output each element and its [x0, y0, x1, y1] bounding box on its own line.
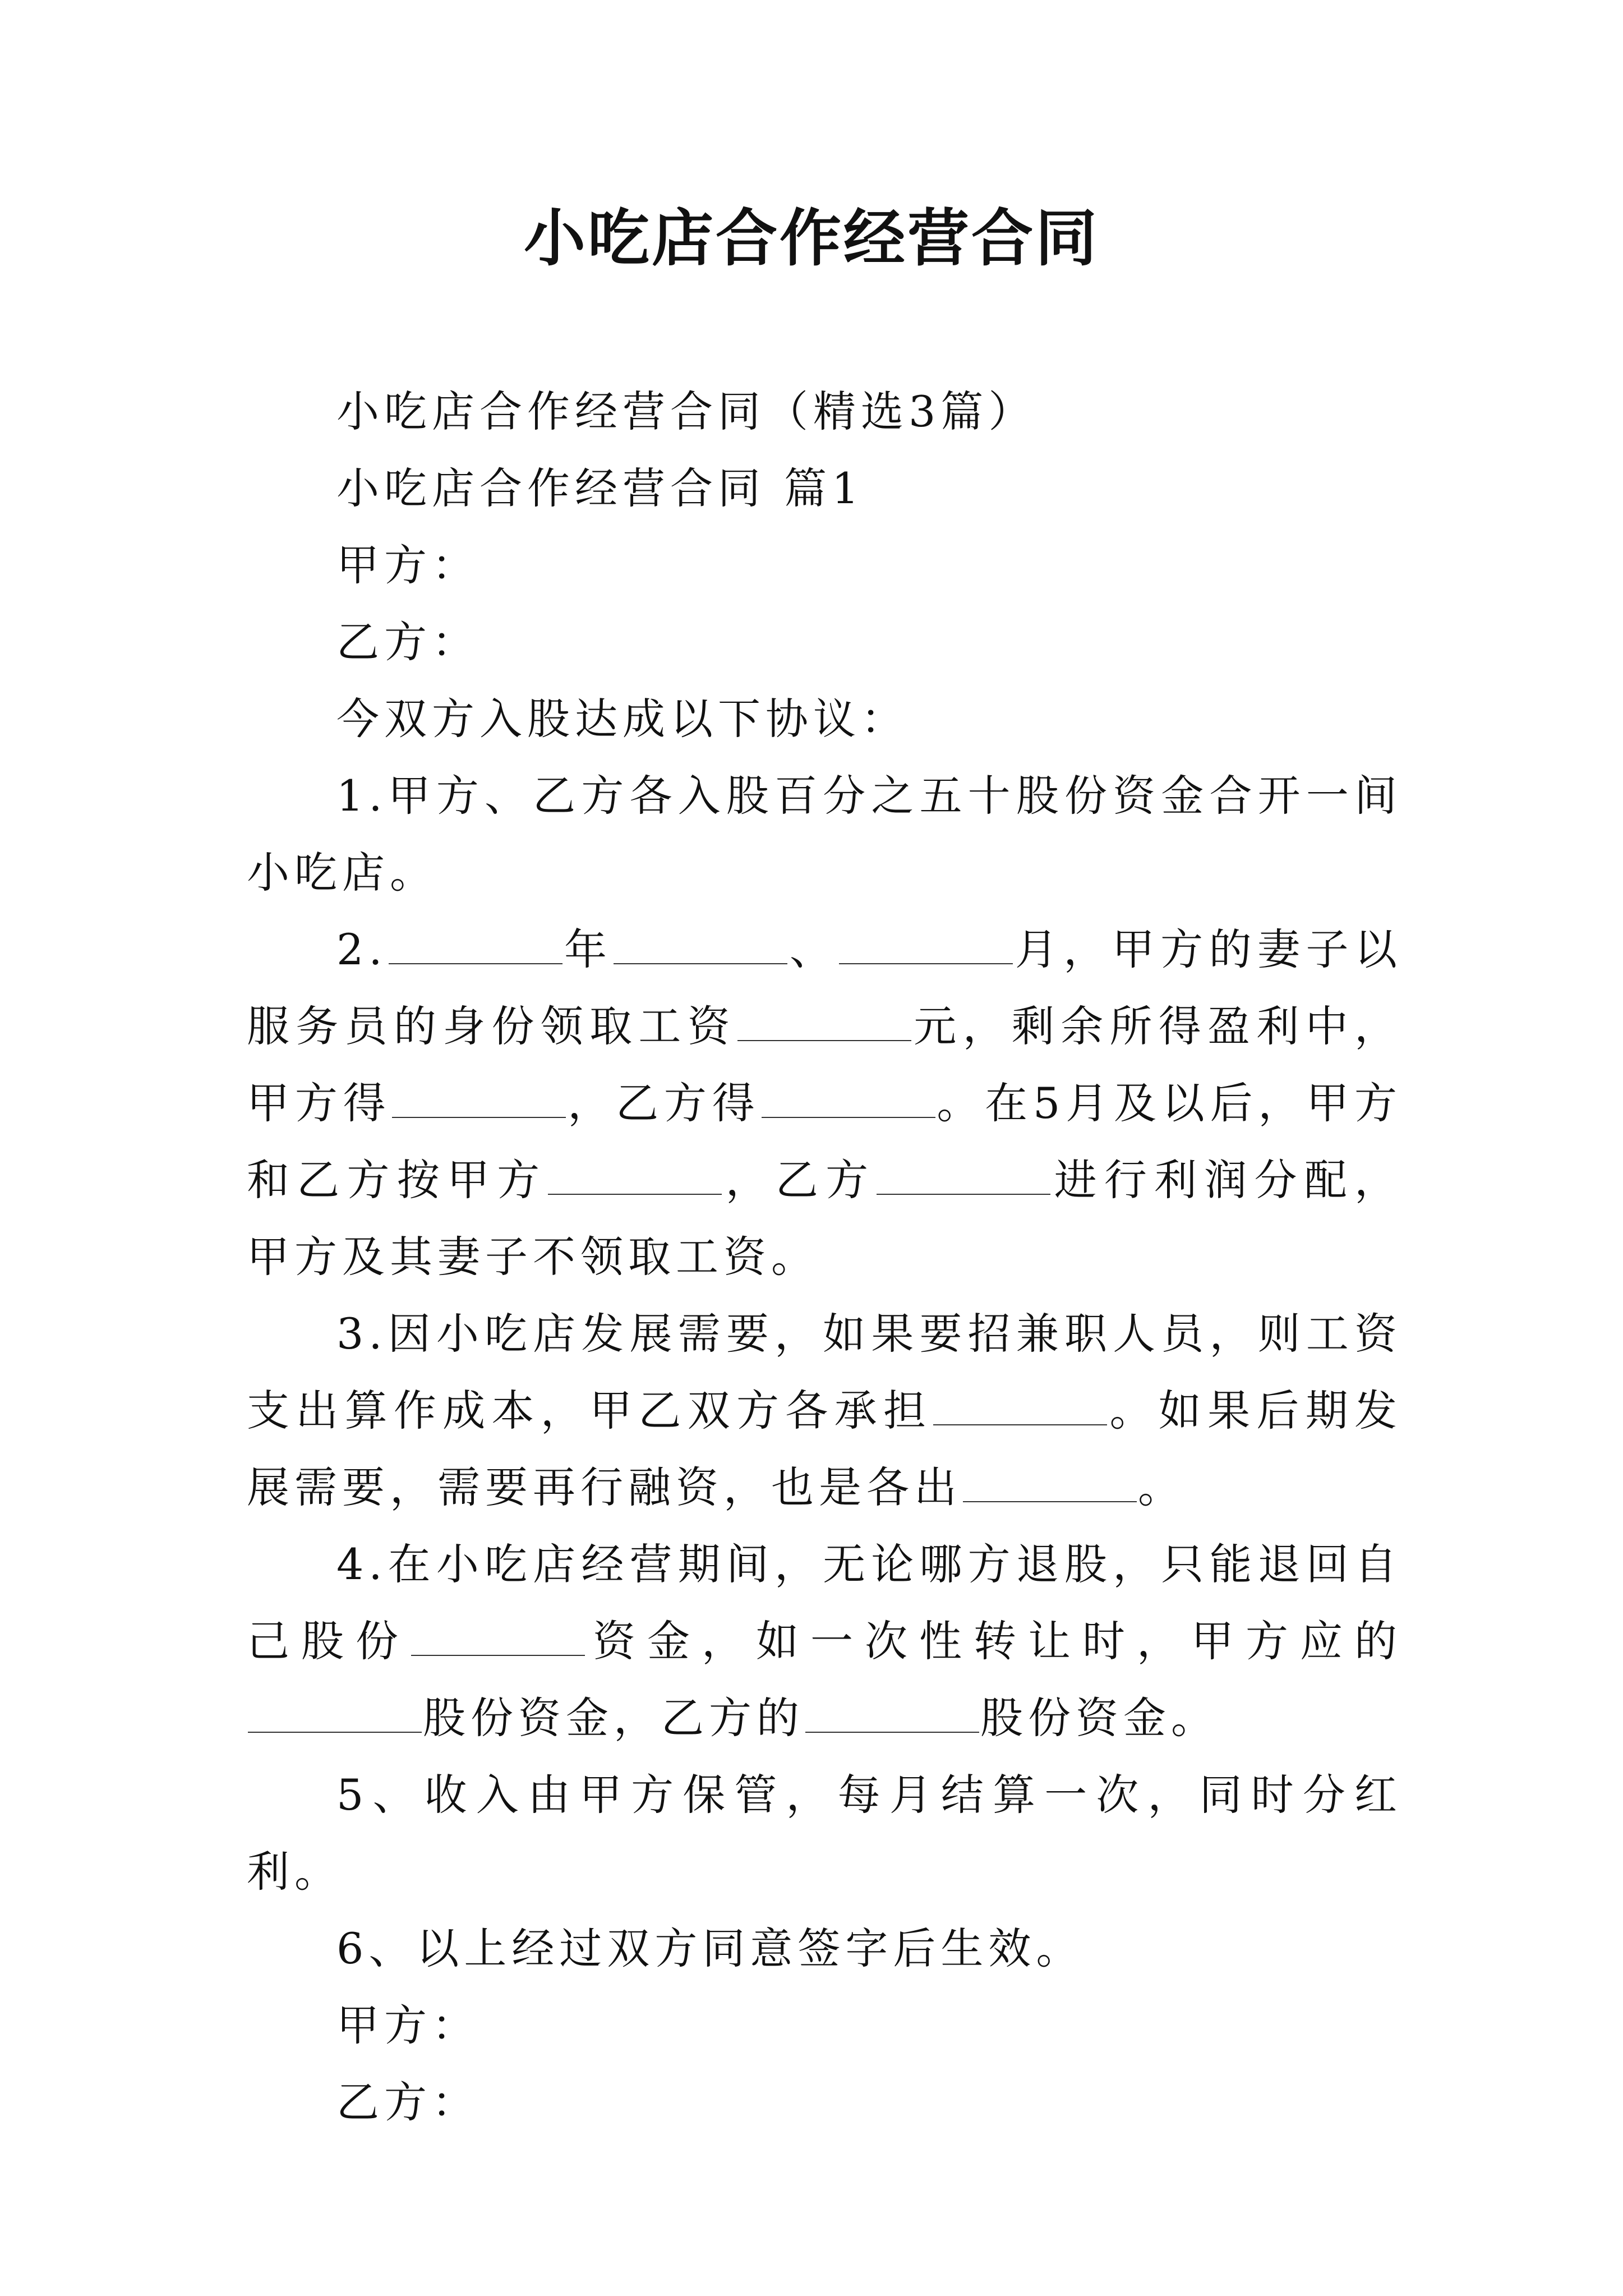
clause-4	[247, 1526, 1402, 1756]
clause-4-text: 股份资金。	[980, 1693, 1219, 1743]
clause-1: 1.甲方、乙方各入股百分之五十股份资金合开一间小吃店。	[247, 771, 1402, 898]
clause-4-text: 股份资金，乙方的	[423, 1693, 804, 1743]
intro-paragraph: 今双方入股达成以下协议：	[336, 694, 909, 744]
blank-field	[933, 1391, 1107, 1425]
party-b-line: 乙方：	[336, 617, 479, 667]
clause-4-text: 4.在小吃店经营期间，无论哪方退股，只能退回自己股份	[247, 1539, 1402, 1666]
blank-field	[411, 1621, 585, 1656]
blank-field	[877, 1160, 1050, 1195]
clause-2-text: 年	[563, 924, 613, 974]
blank-field	[805, 1698, 979, 1733]
clause-3-text: 。如果后期发展需要，需要再行融资，也是各出	[247, 1386, 1403, 1512]
blank-field	[548, 1160, 722, 1195]
blank-field	[248, 1698, 422, 1733]
blank-field	[737, 1006, 911, 1041]
clause-6: 6、以上经过双方同意签字后生效。	[336, 1924, 1084, 1973]
signature-party-a: 甲方：	[336, 2000, 479, 2050]
clause-3	[247, 1295, 1402, 1526]
clause-3-text: 。	[1138, 1462, 1186, 1512]
clause-2-text: 。在5月及以后，甲方和乙方按甲方	[247, 1078, 1403, 1205]
clause-2-text: 2.	[336, 924, 388, 974]
document-body	[247, 373, 1402, 2141]
signature-party-b: 乙方：	[336, 2077, 479, 2127]
clause-2	[247, 911, 1402, 1295]
clause-2-text: 元，剩余所得盈利中，甲方得	[247, 1001, 1402, 1128]
clause-5: 5、收入由甲方保管，每月结算一次，同时分红利。	[247, 1770, 1402, 1897]
document-title: 小吃店合作经营合同	[524, 202, 1099, 274]
clause-2-text: 进行利润分配，甲方及其妻子不领取工资。	[247, 1155, 1403, 1282]
blank-field	[614, 930, 787, 964]
clause-3-text: 3.因小吃店发展需要，如果要招兼职人员，则工资支出算作成本，甲乙双方各承担	[247, 1309, 1402, 1435]
blank-field	[392, 1083, 566, 1118]
document-subtitle: 小吃店合作经营合同（精选3篇）	[336, 386, 1036, 436]
clause-4-text: 资金，如一次性转让时，甲方应的	[586, 1616, 1402, 1666]
clause-2-text: 月，甲方的妻子以服务员的身份领取工资	[247, 924, 1403, 1051]
clause-2-text: ，乙方	[723, 1155, 876, 1205]
party-a-line: 甲方：	[336, 540, 479, 590]
section-heading: 小吃店合作经营合同 篇1	[336, 463, 864, 513]
blank-field	[839, 930, 1013, 964]
blank-field	[963, 1467, 1137, 1502]
clause-2-text: ，乙方得	[567, 1078, 760, 1128]
blank-field	[389, 930, 562, 964]
blank-field	[762, 1083, 935, 1118]
clause-2-text: 、	[789, 924, 838, 974]
